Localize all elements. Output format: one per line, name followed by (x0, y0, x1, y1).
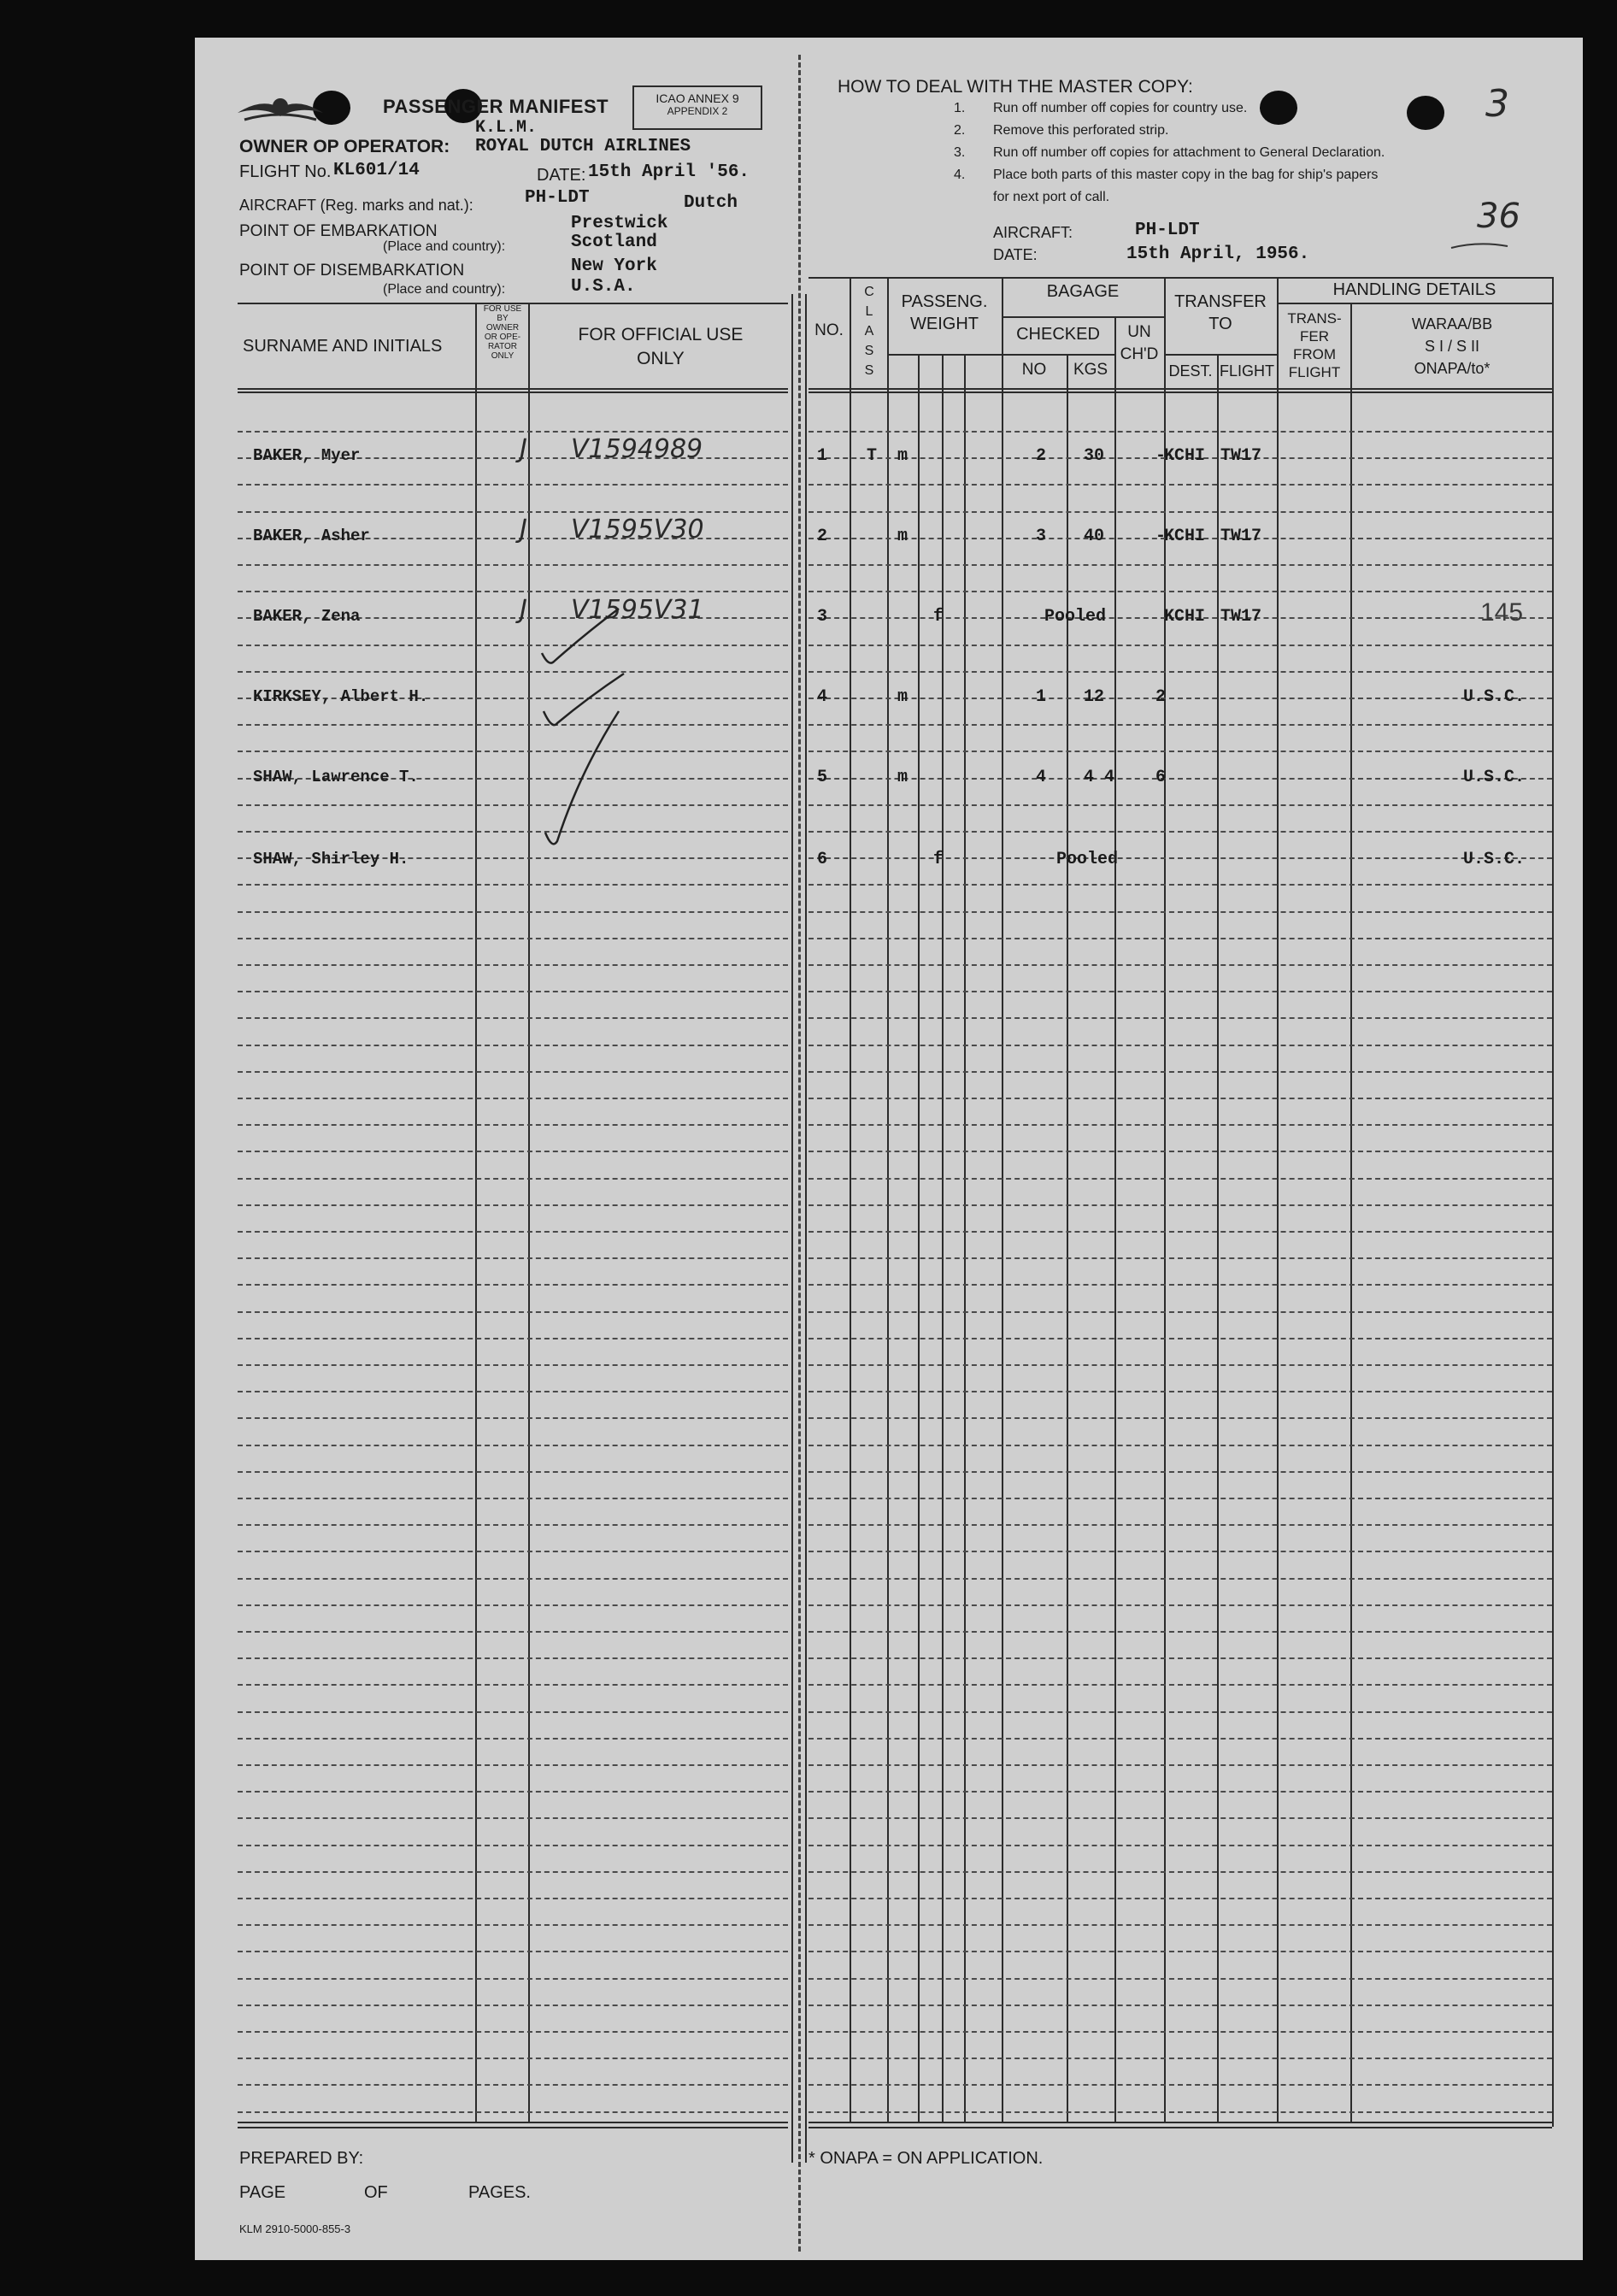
table-row-line (808, 1311, 1552, 1313)
passenger-number: 1 (817, 446, 828, 466)
embark-label: POINT OF EMBARKATION (239, 222, 438, 240)
table-row-line (808, 1178, 1552, 1180)
bag-weight-kgs: 4 4 (1084, 768, 1115, 787)
passenger-number: 2 (817, 527, 828, 546)
col-waraa-header: WARAA/BB S I / S II ONAPA/to* (1411, 315, 1493, 377)
table-row-line (238, 431, 788, 433)
official-use-number: V1594989 (571, 434, 703, 464)
instruction-num: 4. (954, 168, 966, 182)
transfer-destination: KCHI (1164, 446, 1206, 466)
col-bag-no-header: NO (1021, 361, 1047, 379)
header-bottom-left-2 (238, 391, 788, 393)
table-row-line (808, 751, 1552, 752)
table-row-line (238, 671, 788, 673)
disembark-sub: (Place and country): (383, 282, 506, 297)
punch-hole (1407, 96, 1444, 130)
table-row-line (238, 1951, 788, 1952)
table-row-line (238, 1284, 788, 1286)
table-row-line (238, 991, 788, 992)
bag-weight-kgs: 12 (1084, 687, 1105, 707)
table-row-line (808, 1684, 1552, 1686)
table-row-line (238, 831, 788, 833)
table-row-line (808, 1257, 1552, 1259)
table-row-line (238, 2005, 788, 2006)
instruction-text: Run off number off copies for country use. (993, 101, 1248, 115)
table-top-right (808, 277, 1552, 279)
owner-label: OWNER OP OPERATOR: (239, 137, 450, 156)
table-row-line (808, 1551, 1552, 1552)
table-row-line (808, 1204, 1552, 1206)
table-row-line (238, 1257, 788, 1259)
table-row-line (808, 2005, 1552, 2006)
table-row-line (238, 591, 788, 592)
col-class-header: C L A S S (864, 285, 874, 378)
embark-sub: (Place and country): (383, 239, 506, 254)
table-row-line (238, 1978, 788, 1980)
official-use-number: V1595V30 (571, 515, 704, 545)
instruction-text-cont: for next port of call. (993, 190, 1110, 204)
table-row-line (808, 964, 1552, 966)
header-bottom-right (808, 388, 1552, 390)
transfer-destination: KCHI (1164, 527, 1206, 546)
table-row-line (238, 804, 788, 806)
col-dest-header: DEST. (1168, 362, 1213, 380)
passenger-number: 6 (817, 850, 828, 869)
manifest-sheet (195, 38, 1583, 2260)
punch-hole (1260, 91, 1297, 125)
table-row-line (808, 1764, 1552, 1766)
table-row-line (808, 1338, 1552, 1339)
table-row-line (238, 1098, 788, 1099)
table-row-line (808, 1151, 1552, 1152)
manifest-title: PASSENGER MANIFEST (383, 96, 609, 117)
table-row-line (238, 751, 788, 752)
table-row-line (808, 831, 1552, 833)
passenger-class: T (867, 446, 878, 466)
table-row-line (238, 1045, 788, 1046)
col-flight-header: FLIGHT (1219, 362, 1274, 380)
table-row-line (808, 2084, 1552, 2086)
table-row-line (238, 1604, 788, 1606)
table-row-line (238, 1631, 788, 1633)
aircraft-reg: PH-LDT (525, 188, 590, 208)
page-label: PAGE (239, 2183, 286, 2202)
icao-box (632, 85, 762, 130)
disembark-place: New York (571, 256, 657, 276)
flight-value: KL601/14 (333, 161, 420, 180)
table-row-line (238, 1417, 788, 1419)
table-row-line (238, 511, 788, 513)
table-row-line (238, 884, 788, 886)
owner-check-mark: J (520, 434, 527, 464)
table-row-line (808, 1791, 1552, 1793)
perforation-edge (791, 294, 793, 2163)
table-row-line (808, 1284, 1552, 1286)
table-row-line (808, 1231, 1552, 1233)
unchecked-bags: - (1155, 446, 1167, 466)
table-row-line (808, 1417, 1552, 1419)
bag-count: 1 (1036, 687, 1047, 707)
instr-date-label: DATE: (993, 246, 1038, 263)
col-passenger-weight-header: PASSENG. WEIGHT (901, 292, 988, 333)
owner-check-mark: J (520, 515, 527, 545)
table-row-line (238, 1711, 788, 1713)
table-row-line (238, 1338, 788, 1339)
transfer-destination: KCHI (1164, 607, 1206, 627)
table-row-line (238, 484, 788, 486)
table-row-line (808, 591, 1552, 592)
table-row-line (808, 991, 1552, 992)
passenger-name: KIRKSEY, Albert H. (253, 687, 429, 706)
table-row-line (238, 1845, 788, 1846)
handwritten-page-number: 3 (1485, 82, 1509, 126)
table-row-line (238, 1551, 788, 1552)
table-row-line (808, 645, 1552, 646)
table-row-line (238, 1311, 788, 1313)
unchecked-bags: 2 (1155, 687, 1167, 707)
table-row-line (238, 1178, 788, 1180)
col-bagage-header: BAGAGE (1046, 282, 1120, 301)
perforation-edge (805, 294, 807, 2163)
date-value: 15th April '56. (588, 162, 750, 182)
table-row-line (238, 964, 788, 966)
table-row-line (238, 1498, 788, 1499)
table-row-line (808, 2111, 1552, 2113)
handling-code: 145 (1480, 598, 1524, 627)
table-row-line (238, 2084, 788, 2086)
table-row-line (808, 1978, 1552, 1980)
table-row-line (808, 564, 1552, 566)
unchecked-bags: 6 (1155, 768, 1167, 787)
table-row-line (238, 938, 788, 939)
table-bottom-left-2 (238, 2127, 788, 2128)
instruction-text: Remove this perforated strip. (993, 123, 1169, 138)
date-label: DATE: (537, 166, 586, 185)
klm-logo (236, 91, 325, 130)
bag-weight-kgs: 40 (1084, 527, 1105, 546)
owner-check-mark: J (520, 595, 527, 625)
table-row-line (808, 1631, 1552, 1633)
col-handling-header: HANDLING DETAILS (1332, 280, 1496, 299)
table-row-line (808, 1951, 1552, 1952)
table-row-line (238, 1364, 788, 1366)
table-row-line (238, 724, 788, 726)
perforation-line (798, 55, 801, 2252)
pooled-baggage: Pooled (1044, 607, 1107, 627)
table-row-line (808, 1071, 1552, 1073)
aircraft-nat: Dutch (684, 193, 738, 213)
col-kgs-header: KGS (1073, 361, 1108, 379)
col-transfer-header: TRANSFER TO (1174, 292, 1267, 333)
table-row-line (808, 431, 1552, 433)
table-row-line (808, 1604, 1552, 1606)
instruction-text: Run off number off copies for attachment to General Declaration. (993, 145, 1385, 160)
table-row-line (808, 724, 1552, 726)
passenger-number: 4 (817, 687, 828, 707)
table-row-line (238, 1445, 788, 1446)
disembark-label: POINT OF DISEMBARKATION (239, 262, 465, 280)
embark-country: Scotland (571, 233, 657, 252)
passenger-name: BAKER, Zena (253, 607, 361, 626)
table-row-line (238, 1524, 788, 1526)
table-row-line (808, 1017, 1552, 1019)
table-row-line (808, 671, 1552, 673)
table-bottom-right-2 (808, 2127, 1552, 2128)
table-row-line (238, 2058, 788, 2059)
transfer-flight: TW17 (1220, 446, 1262, 466)
table-row-line (238, 1071, 788, 1073)
table-row-line (238, 1017, 788, 1019)
bag-weight-kgs: 30 (1084, 446, 1105, 466)
instr-date-value: 15th April, 1956. (1126, 244, 1310, 264)
flight-label: FLIGHT No. (239, 162, 332, 181)
col-official-header: FOR OFFICIAL USE ONLY (578, 325, 744, 368)
col-transfer-from-header: TRANS- FER FROM FLIGHT (1287, 310, 1342, 380)
instruction-num: 2. (954, 123, 966, 138)
passenger-sex-male: m (897, 527, 908, 546)
table-row-line (808, 1711, 1552, 1713)
table-row-line (238, 1924, 788, 1926)
header-bottom-left (238, 388, 788, 390)
table-row-line (238, 1657, 788, 1659)
table-row-line (808, 1898, 1552, 1899)
table-row-line (238, 1124, 788, 1126)
passenger-number: 3 (817, 607, 828, 627)
table-row-line (808, 1471, 1552, 1473)
table-row-line (238, 1817, 788, 1819)
table-row-line (808, 938, 1552, 939)
passenger-name: SHAW, Lawrence T. (253, 768, 419, 786)
of-label: OF (364, 2183, 388, 2202)
table-row-line (808, 1578, 1552, 1580)
instruction-text: Place both parts of this master copy in the bag for ship's papers (993, 168, 1379, 182)
aircraft-label: AIRCRAFT (Reg. marks and nat.): (239, 197, 473, 214)
icao-line2: APPENDIX 2 (667, 105, 728, 117)
table-row-line (808, 2031, 1552, 2033)
passenger-sex-male: m (897, 768, 908, 787)
table-row-line (238, 911, 788, 913)
table-row-line (238, 1738, 788, 1740)
table-bottom-left (238, 2122, 788, 2123)
transfer-flight: TW17 (1220, 527, 1262, 546)
instructions-heading: HOW TO DEAL WITH THE MASTER COPY: (838, 77, 1193, 97)
handwritten-checkmarks (537, 602, 639, 875)
unchecked-bags: - (1155, 527, 1167, 546)
form-code: KLM 2910-5000-855-3 (239, 2222, 351, 2235)
bag-count: 2 (1036, 446, 1047, 466)
owner-value: ROYAL DUTCH AIRLINES (475, 137, 691, 156)
table-row-line (808, 884, 1552, 886)
col-unchd-header: UN CH'D (1120, 323, 1159, 363)
passenger-name: BAKER, Asher (253, 527, 370, 545)
table-row-line (808, 1524, 1552, 1526)
icao-line1: ICAO ANNEX 9 (656, 91, 739, 105)
table-row-line (238, 1871, 788, 1873)
table-row-line (808, 911, 1552, 913)
pages-label: PAGES. (468, 2183, 531, 2202)
table-row-line (238, 1764, 788, 1766)
table-row-line (238, 1578, 788, 1580)
table-row-line (238, 1204, 788, 1206)
passenger-number: 5 (817, 768, 828, 787)
table-row-line (808, 1445, 1552, 1446)
onapa-note: * ONAPA = ON APPLICATION. (808, 2149, 1044, 2168)
col-checked-header: CHECKED (1016, 325, 1100, 344)
table-row-line (808, 2058, 1552, 2059)
passenger-sex-male: m (897, 687, 908, 707)
col-owner-header: FOR USE BY OWNER OR OPE- RATOR ONLY (483, 304, 522, 361)
disembark-country: U.S.A. (571, 277, 636, 297)
table-row-line (808, 1364, 1552, 1366)
table-row-line (808, 804, 1552, 806)
table-row-line (808, 1045, 1552, 1046)
handling-code: U.S.C. (1463, 850, 1526, 869)
passenger-sex-female: f (933, 607, 944, 627)
bag-count: 3 (1036, 527, 1047, 546)
table-row-line (808, 484, 1552, 486)
handwritten-count: 36 (1477, 197, 1520, 236)
table-row-line (808, 1391, 1552, 1392)
passenger-sex-female: f (933, 850, 944, 869)
table-row-line (808, 511, 1552, 513)
passenger-sex-male: m (897, 446, 908, 466)
table-row-line (238, 1471, 788, 1473)
table-row-line (808, 1657, 1552, 1659)
table-row-line (238, 1791, 788, 1793)
table-row-line (808, 1498, 1552, 1499)
instruction-num: 1. (954, 101, 966, 115)
instr-aircraft-value: PH-LDT (1135, 221, 1200, 240)
table-row-line (238, 1151, 788, 1152)
table-row-line (808, 1738, 1552, 1740)
table-row-line (238, 1684, 788, 1686)
table-row-line (808, 1124, 1552, 1126)
table-row-line (238, 2111, 788, 2113)
table-row-line (808, 698, 1552, 699)
table-row-line (808, 778, 1552, 780)
table-row-line (238, 1231, 788, 1233)
bag-count: 4 (1036, 768, 1047, 787)
transfer-flight: TW17 (1220, 607, 1262, 627)
prepared-by-label: PREPARED BY: (239, 2149, 364, 2168)
official-use-number: V1595V31 (571, 595, 704, 625)
table-row-line (238, 2031, 788, 2033)
header-bottom-right-2 (808, 391, 1552, 393)
table-row-line (808, 1098, 1552, 1099)
klm-abbrev: K.L.M. (475, 118, 538, 138)
passenger-name: SHAW, Shirley H. (253, 850, 409, 868)
table-row-line (238, 1898, 788, 1899)
handling-code: U.S.C. (1463, 687, 1526, 707)
instruction-num: 3. (954, 145, 966, 160)
col-surname-header: SURNAME AND INITIALS (243, 337, 443, 356)
table-row-line (808, 857, 1552, 859)
col-no-header: NO. (814, 321, 844, 339)
passenger-name: BAKER, Myer (253, 446, 361, 465)
table-bottom-right (808, 2122, 1552, 2123)
table-row-line (808, 1845, 1552, 1846)
handwritten-underline (1449, 239, 1509, 251)
table-row-line (808, 1817, 1552, 1819)
instr-aircraft-label: AIRCRAFT: (993, 224, 1073, 241)
handling-code: U.S.C. (1463, 768, 1526, 787)
table-row-line (808, 1871, 1552, 1873)
table-row-line (808, 1924, 1552, 1926)
embark-place: Prestwick (571, 214, 668, 233)
table-row-line (238, 564, 788, 566)
pooled-baggage: Pooled (1056, 850, 1119, 869)
table-row-line (238, 645, 788, 646)
table-row-line (238, 1391, 788, 1392)
